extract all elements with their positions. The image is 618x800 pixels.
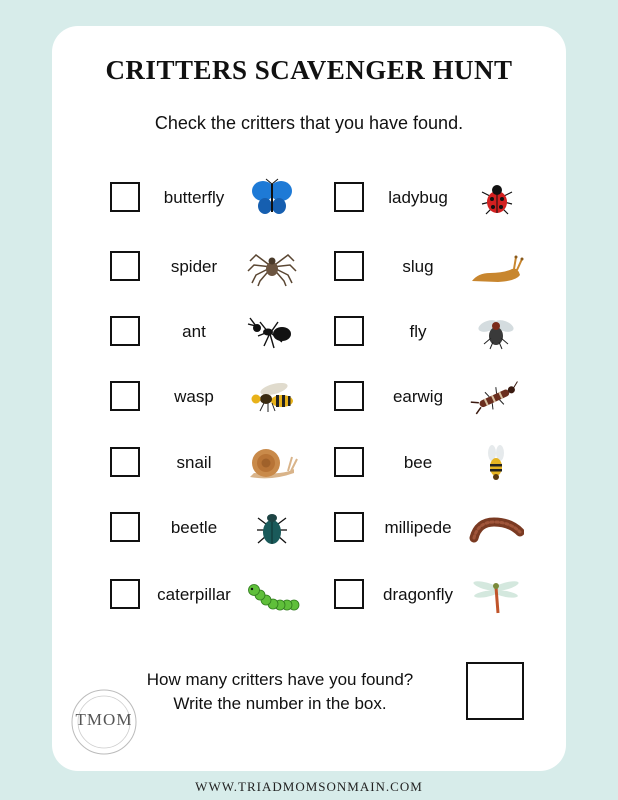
checkbox-millipede[interactable] — [334, 512, 364, 542]
critter-item-ant — [110, 310, 320, 354]
checkbox-ant[interactable] — [110, 316, 140, 346]
question-line-1: How many critters have you found? — [146, 670, 414, 689]
critter-item-millipede — [334, 506, 544, 550]
critter-item-dragonfly — [334, 573, 544, 617]
critter-item-slug — [334, 245, 544, 289]
checkbox-dragonfly[interactable] — [334, 579, 364, 609]
critter-item-fly — [334, 310, 544, 354]
checkbox-bee[interactable] — [334, 447, 364, 477]
earwig-icon — [468, 377, 524, 417]
answer-box[interactable] — [466, 662, 524, 720]
millipede-icon — [468, 508, 524, 548]
critter-label: spider — [170, 257, 218, 276]
checkbox-spider[interactable] — [110, 251, 140, 281]
snail-icon — [244, 443, 300, 483]
critter-label: dragonfly — [383, 585, 453, 604]
critter-label: wasp — [174, 387, 214, 406]
critter-item-spider — [110, 245, 320, 289]
critter-item-earwig — [334, 375, 544, 419]
critter-label: ant — [182, 322, 206, 341]
checkbox-caterpillar[interactable] — [110, 579, 140, 609]
ladybug-icon — [468, 178, 524, 218]
ant-icon — [244, 312, 300, 352]
critter-label: earwig — [392, 387, 444, 406]
critter-label: beetle — [170, 518, 218, 537]
page-title: CRITTERS SCAVENGER HUNT — [105, 55, 513, 85]
critter-label: butterfly — [163, 188, 225, 207]
footer-url[interactable]: WWW.TRIADMOMSONMAIN.COM — [195, 779, 423, 794]
checkbox-snail[interactable] — [110, 447, 140, 477]
tmom-logo — [70, 688, 138, 756]
caterpillar-icon — [244, 575, 300, 615]
checkbox-butterfly[interactable] — [110, 182, 140, 212]
critter-item-bee — [334, 441, 544, 485]
critter-label: fly — [409, 322, 427, 341]
critter-label: slug — [402, 257, 434, 276]
critter-item-butterfly — [110, 176, 320, 220]
critter-label: bee — [403, 453, 433, 472]
critter-label: millipede — [384, 518, 452, 537]
bee-icon — [468, 443, 524, 483]
instructions: Check the critters that you have found. — [154, 113, 464, 133]
fly-icon — [468, 312, 524, 352]
checkbox-beetle[interactable] — [110, 512, 140, 542]
checkbox-wasp[interactable] — [110, 381, 140, 411]
critter-item-snail — [110, 441, 320, 485]
critter-item-wasp — [110, 375, 320, 419]
checkbox-fly[interactable] — [334, 316, 364, 346]
critter-item-caterpillar — [110, 573, 320, 617]
beetle-icon — [244, 508, 300, 548]
spider-icon — [244, 247, 300, 287]
critter-label: caterpillar — [157, 585, 231, 604]
dragonfly-icon — [468, 575, 524, 615]
critter-item-ladybug — [334, 176, 544, 220]
checkbox-slug[interactable] — [334, 251, 364, 281]
logo-text: TMOM — [75, 710, 133, 729]
critter-label: snail — [176, 453, 212, 472]
critter-item-beetle — [110, 506, 320, 550]
butterfly-icon — [244, 178, 300, 218]
count-question — [120, 668, 440, 716]
question-line-2: Write the number in the box. — [173, 694, 387, 713]
checkbox-earwig[interactable] — [334, 381, 364, 411]
wasp-icon — [244, 377, 300, 417]
critter-label: ladybug — [388, 188, 448, 207]
checkbox-ladybug[interactable] — [334, 182, 364, 212]
slug-icon — [468, 247, 524, 287]
